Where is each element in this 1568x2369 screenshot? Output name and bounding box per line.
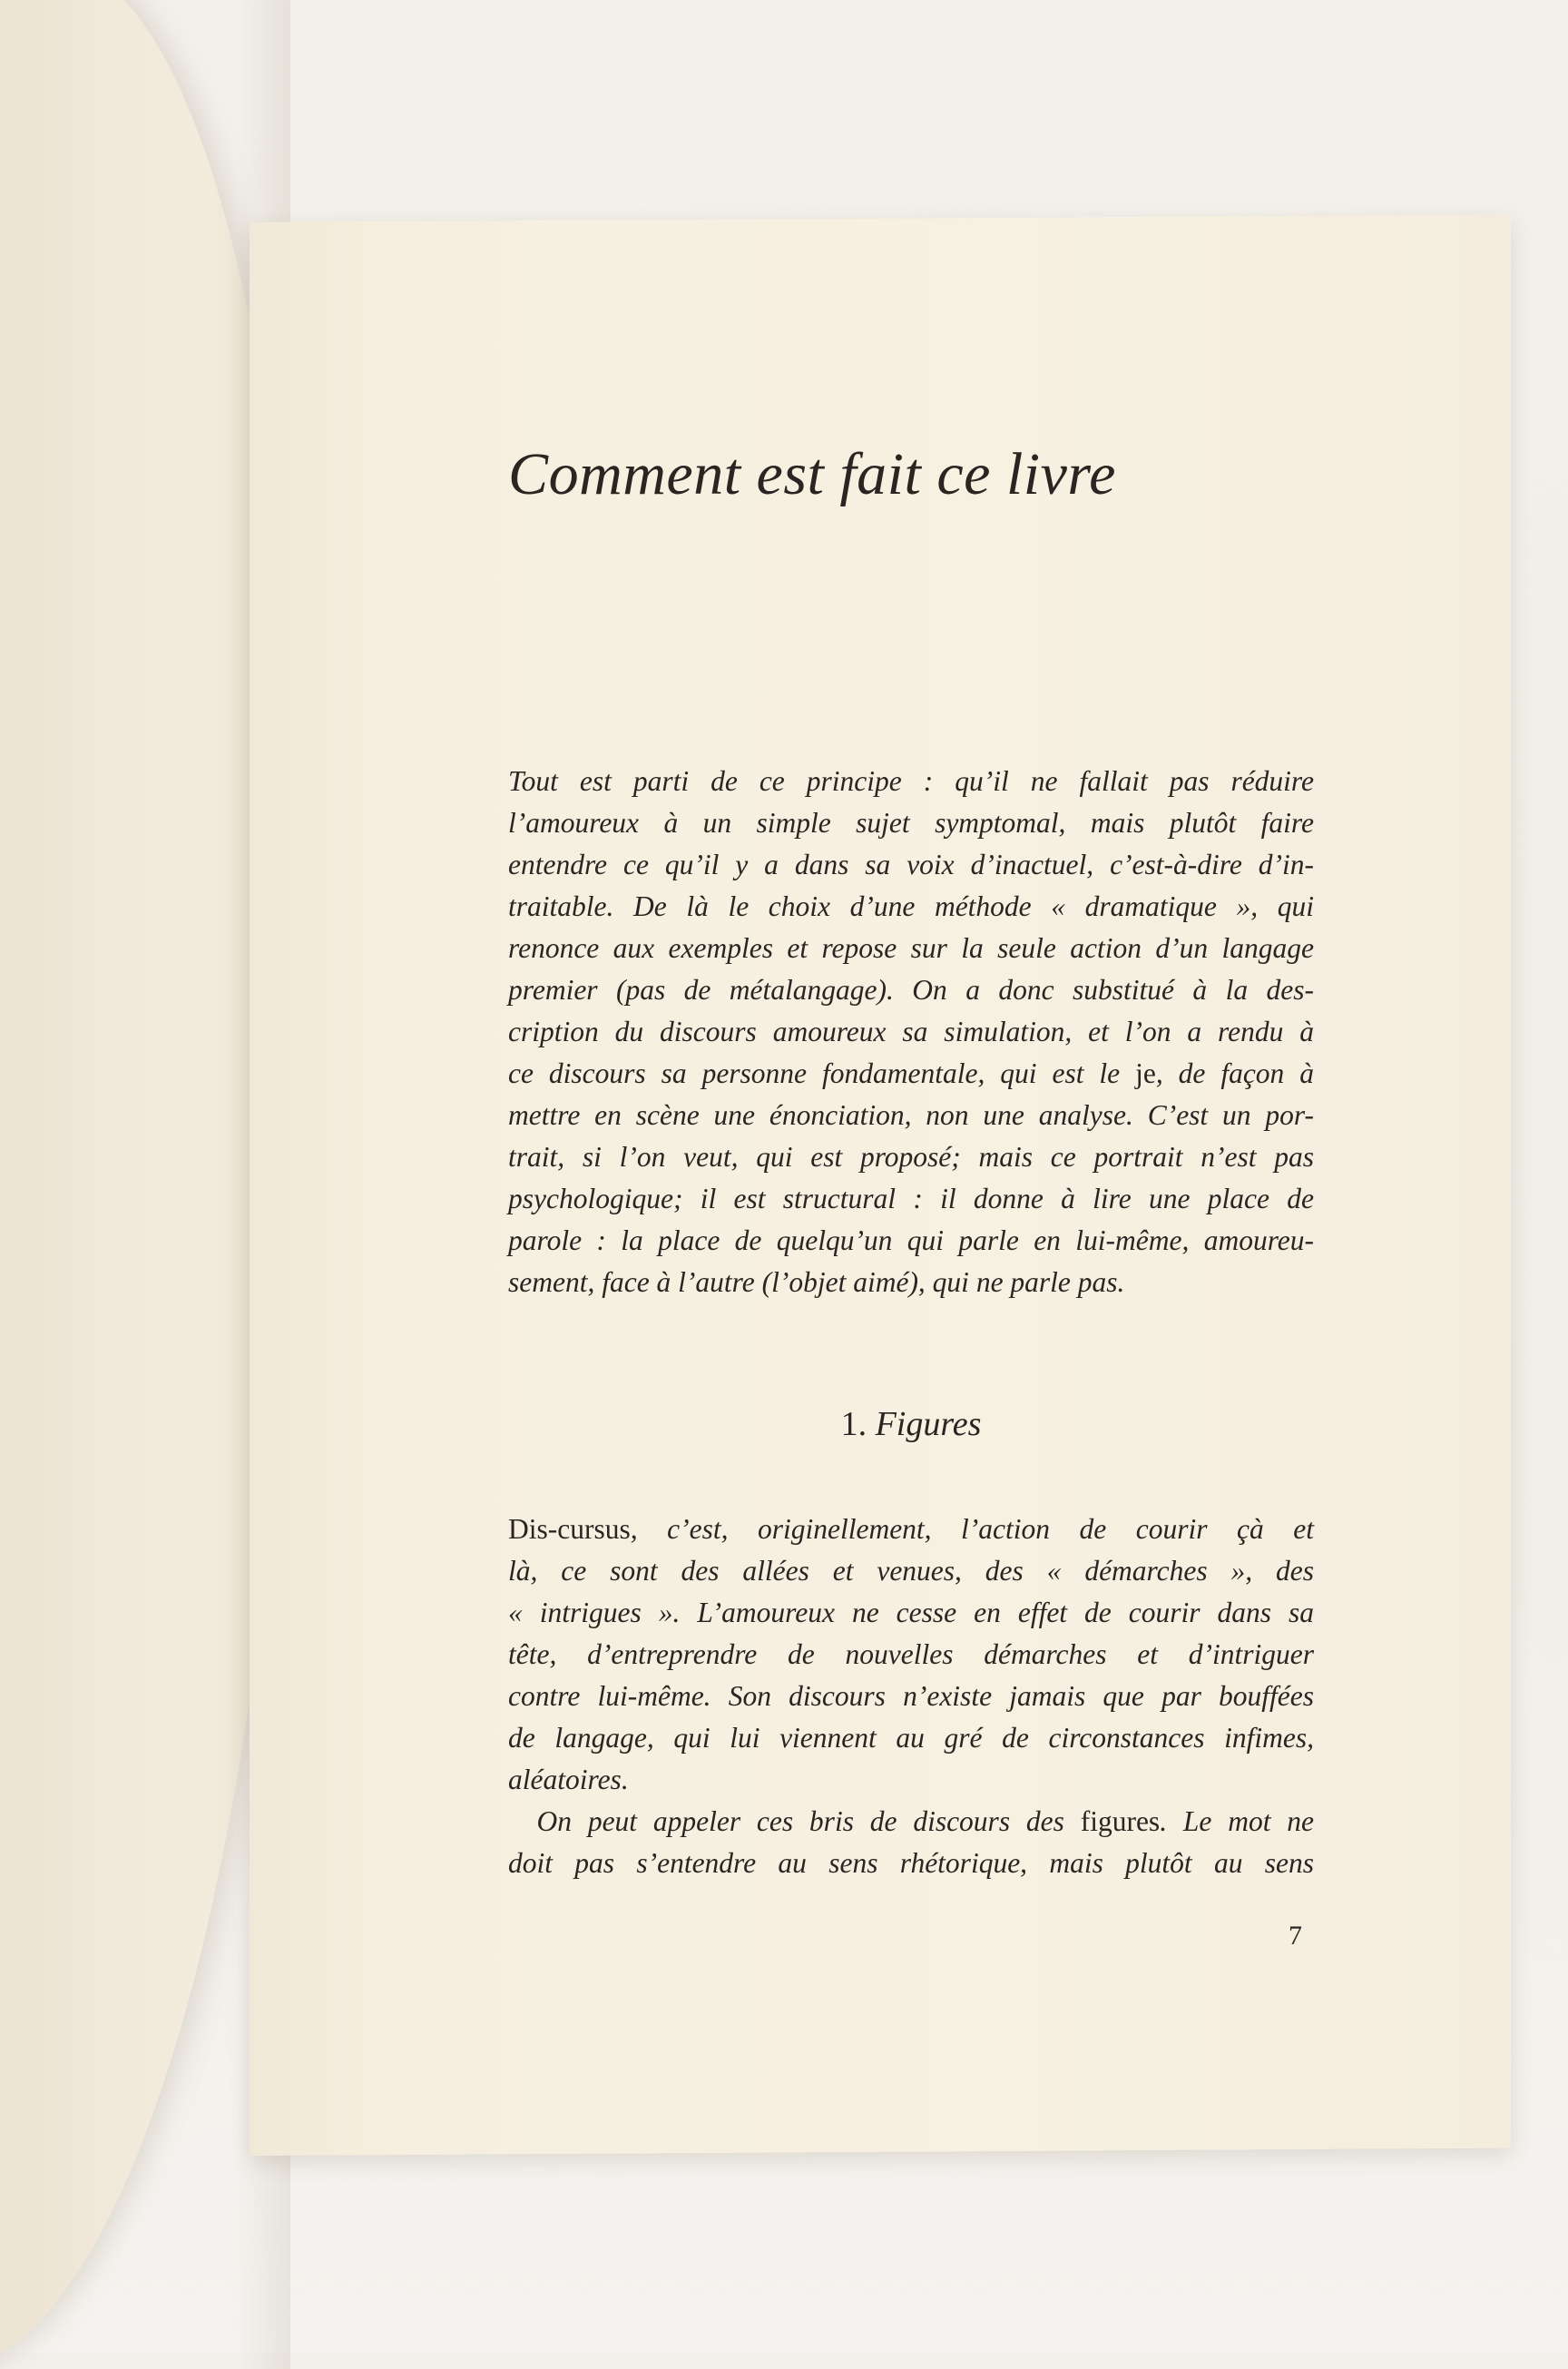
text-line: aléatoires. <box>508 1764 629 1795</box>
text-line: cription du discours amoureux sa simulation, et l’on a rendu à <box>508 1016 1314 1047</box>
text-fragment: . Le mot ne <box>1160 1805 1315 1837</box>
text-line: traitable. De là le choix d’une méthode « dramatique », qui <box>508 890 1314 922</box>
text-line: mettre en scène une énonciation, non une analyse. C’est un por- <box>508 1099 1314 1131</box>
section-title: Figures <box>875 1405 982 1443</box>
text-line: l’amoureux à un simple sujet symptomal, mais plutôt faire <box>508 807 1314 839</box>
je-word: je <box>1135 1057 1156 1089</box>
text-fragment: , c’est, originellement, l’action de courir çà et <box>630 1513 1314 1545</box>
text-line: parole : la place de quelqu’un qui parle en lui-même, amoureu- <box>508 1224 1314 1256</box>
text-line: psychologique; il est structural : il donne à lire une place de <box>508 1183 1314 1214</box>
text-line: sement, face à l’autre (l’objet aimé), qui ne parle pas. <box>508 1266 1125 1298</box>
section-heading <box>508 1404 1314 1444</box>
paragraph-figures <box>508 1509 1314 1884</box>
section-number: 1. <box>840 1405 867 1443</box>
text-line: entendre ce qu’il y a dans sa voix d’inactuel, c’est-à-dire d’in- <box>508 849 1314 880</box>
text-fragment: ce discours sa personne fondamentale, qui est le <box>508 1057 1121 1089</box>
text-line: « intrigues ». L’amoureux ne cesse en effet de courir dans sa <box>508 1597 1314 1628</box>
text-line: contre lui-même. Son discours n’existe jamais que par bouffées <box>508 1680 1314 1712</box>
page-number: 7 <box>1289 1921 1302 1951</box>
text-line <box>508 1801 1314 1843</box>
text-line: renonce aux exemples et repose sur la seule action d’un langage <box>508 932 1314 964</box>
figures-word: figures <box>1080 1805 1161 1837</box>
text-fragment: , de façon à <box>1155 1057 1315 1089</box>
text-line: là, ce sont des allées et venues, des « démarches », des <box>508 1555 1314 1587</box>
left-book-page <box>0 0 290 2369</box>
paragraph-intro <box>508 761 1314 1303</box>
text-line: doit pas s’entendre au sens rhétorique, mais plutôt au sens <box>508 1847 1314 1879</box>
dis-cursus-word: Dis-cursus <box>508 1513 631 1545</box>
text-line: Tout est parti de ce principe : qu’il ne fallait pas réduire <box>508 765 1314 797</box>
chapter-title: Comment est fait ce livre <box>508 441 1116 507</box>
text-line: de langage, qui lui viennent au gré de circonstances infimes, <box>508 1722 1314 1754</box>
text-line: tête, d’entreprendre de nouvelles démarches et d’intriguer <box>508 1638 1314 1670</box>
text-line <box>508 1053 1314 1095</box>
text-line <box>508 1509 1314 1550</box>
text-line: trait, si l’on veut, qui est proposé; mais ce portrait n’est pas <box>508 1141 1314 1173</box>
text-line: premier (pas de métalangage). On a donc substitué à la des- <box>508 974 1314 1006</box>
text-fragment: On peut appeler ces bris de discours des <box>536 1805 1064 1837</box>
